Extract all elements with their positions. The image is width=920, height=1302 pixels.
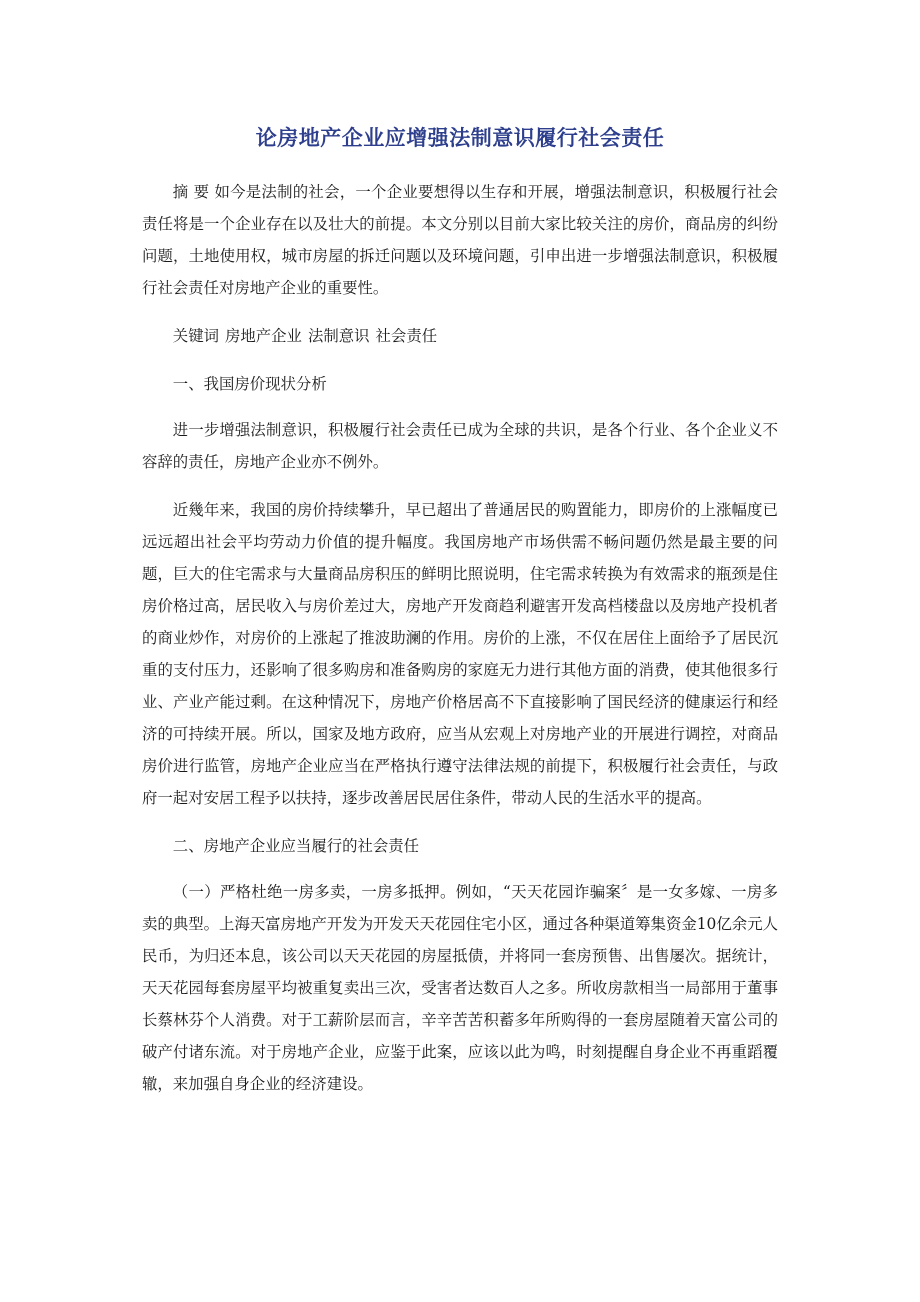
body-paragraph: （一）严格杜绝一房多卖，一房多抵押。例如，“天天花园诈骗案〞是一女多嫁、一房多卖的典型。上海天富房地产开发为开发天天花园住宅小区，通过各种渠道筹集资金10亿余元人民币，为归还本息，该公司以天天花园的房屋抵债，并将同一套房预售、出售屡次。据统计，天天花园每套房屋平均被重复卖出三次，受害者达数百人之多。所收房款相当一局部用于董事长蔡林芬个人消费。对于工薪阶层而言，辛辛苦苦积蓄多年所购得的一套房屋随着天富公司的破产付诸东流。对于房地产企业，应鉴于此案，应该以此为鸣，时刻提醒自身企业不再重蹈覆辙，来加强自身企业的经济建设。 <box>142 883 778 1093</box>
section-heading-1: 一、我国房价现状分析 <box>172 375 327 393</box>
document-body <box>142 176 778 1116</box>
abstract-paragraph: 摘 要 如今是法制的社会，一个企业要想得以生存和开展，增强法制意识，积极履行社会责任将是一个企业存在以及壮大的前提。本文分别以目前大家比较关注的房价，商品房的纠纷问题，土地使用权，城市房屋的拆迁问题以及环境问题，引申出进一步增强法制意识，积极履行社会责任对房地产企业的重要性。 <box>142 183 778 297</box>
keyword-item: 法制意识 <box>307 327 370 345</box>
body-paragraph: 进一步增强法制意识，积极履行社会责任已成为全球的共识，是各个行业、各个企业义不容辞的责任，房地产企业亦不例外。 <box>142 421 778 471</box>
document-title: 论房地产企业应增强法制意识履行社会责任 <box>255 126 665 150</box>
keyword-item: 房地产企业 <box>224 327 302 345</box>
body-paragraph: 近幾年来，我国的房价持续攀升，早已超出了普通居民的购置能力，即房价的上涨幅度已远远超出社会平均劳动力价值的提升幅度。我国房地产市场供需不畅问题仍然是最主要的问题，巨大的住宅需求与大量商品房积压的鲜明比照说明，住宅需求转换为有效需求的瓶颈是住房价格过高，居民收入与房价差过大，房地产开发商趋利避害开发高档楼盘以及房地产投机者的商业炒作，对房价的上涨起了推波助澜的作用。房价的上涨，不仅在居住上面给予了居民沉重的支付压力，还影响了很多购房和准备购房的家庭无力进行其他方面的消费，使其他很多行业、产业产能过剩。在这种情况下，房地产价格居高不下直接影响了国民经济的健康运行和经济的可持续开展。所以，国家及地方政府，应当从宏观上对房地产业的开展进行调控，对商品房价进行监管，房地产企业应当在严格执行遵守法律法规的前提下，积极履行社会责任，与政府一起对安居工程予以扶持，逐步改善居民居住条件，带动人民的生活水平的提高。 <box>142 501 778 807</box>
keywords-label: 关键词 <box>172 327 219 345</box>
keywords-line <box>142 320 778 352</box>
keyword-item: 社会责任 <box>375 327 438 345</box>
section-heading-2: 二、房地产企业应当履行的社会责任 <box>172 837 420 855</box>
